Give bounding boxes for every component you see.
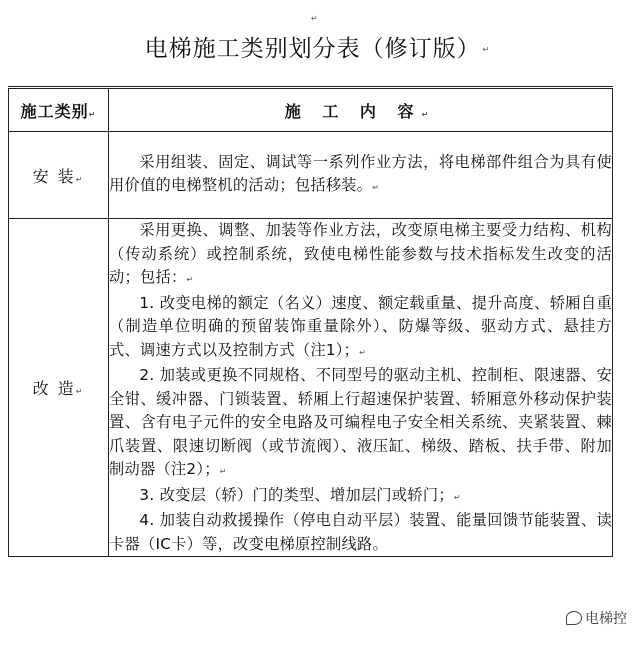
content-cell-modify xyxy=(109,219,613,557)
document-title: 电梯施工类别划分表（修订版） xyxy=(144,36,481,62)
category-cell-modify: 改 造↵ xyxy=(9,219,109,557)
paragraph-mark: ↵ xyxy=(311,14,318,23)
header-category-cell: 施工类别↵ xyxy=(9,88,109,132)
watermark-text: 电梯控 xyxy=(585,611,627,627)
table-header-row xyxy=(9,88,613,132)
category-cell-install: 安 装↵ xyxy=(9,132,109,219)
table-row xyxy=(9,132,613,219)
watermark xyxy=(564,608,629,628)
content-cell-install xyxy=(109,132,613,219)
content-paragraph: 4. 加装自动救援操作（停电自动平层）装置、能量回馈节能装置、读卡器（IC卡）等，改变电梯原控制线路。 xyxy=(109,511,612,553)
header-content-cell: 施 工 内 容↵ xyxy=(109,88,613,132)
content-paragraph: 1. 改变电梯的额定（名义）速度、额定载重量、提升高度、轿厢自重（制造单位明确的预留装饰重量除外）、防爆等级、驱动方式、悬挂方式、调速方式以及控制方式（注1）；↵ xyxy=(109,293,612,359)
wechat-icon xyxy=(566,611,582,625)
content-paragraph: 采用组装、固定、调试等一系列作业方法，将电梯部件组合为具有使用价值的电梯整机的活动；包括移装。↵ xyxy=(109,152,612,194)
construction-category-table xyxy=(8,86,613,557)
content-paragraph: 2. 加装或更换不同规格、不同型号的驱动主机、控制柜、限速器、安全钳、缓冲器、门锁装置、轿厢上行超速保护装置、轿厢意外移动保护装置、含有电子元件的安全电路及可编程电子安全相关系统、夹紧装置、棘爪装置、限速切断阀（或节流阀）、液压缸、梯级、踏板、扶手带、附加制动器（注2）；↵ xyxy=(109,366,612,478)
document-title-line xyxy=(0,34,635,65)
paragraph-mark: ↵ xyxy=(482,44,491,54)
content-paragraph: 采用更换、调整、加装等作业方法，改变原电梯主要受力结构、机构（传动系统）或控制系统，致使电梯性能参数与技术指标发生改变的活动；包括：↵ xyxy=(109,221,612,286)
content-paragraph: 3. 改变层（轿）门的类型、增加层门或轿门；↵ xyxy=(139,485,461,504)
table-row xyxy=(9,219,613,557)
